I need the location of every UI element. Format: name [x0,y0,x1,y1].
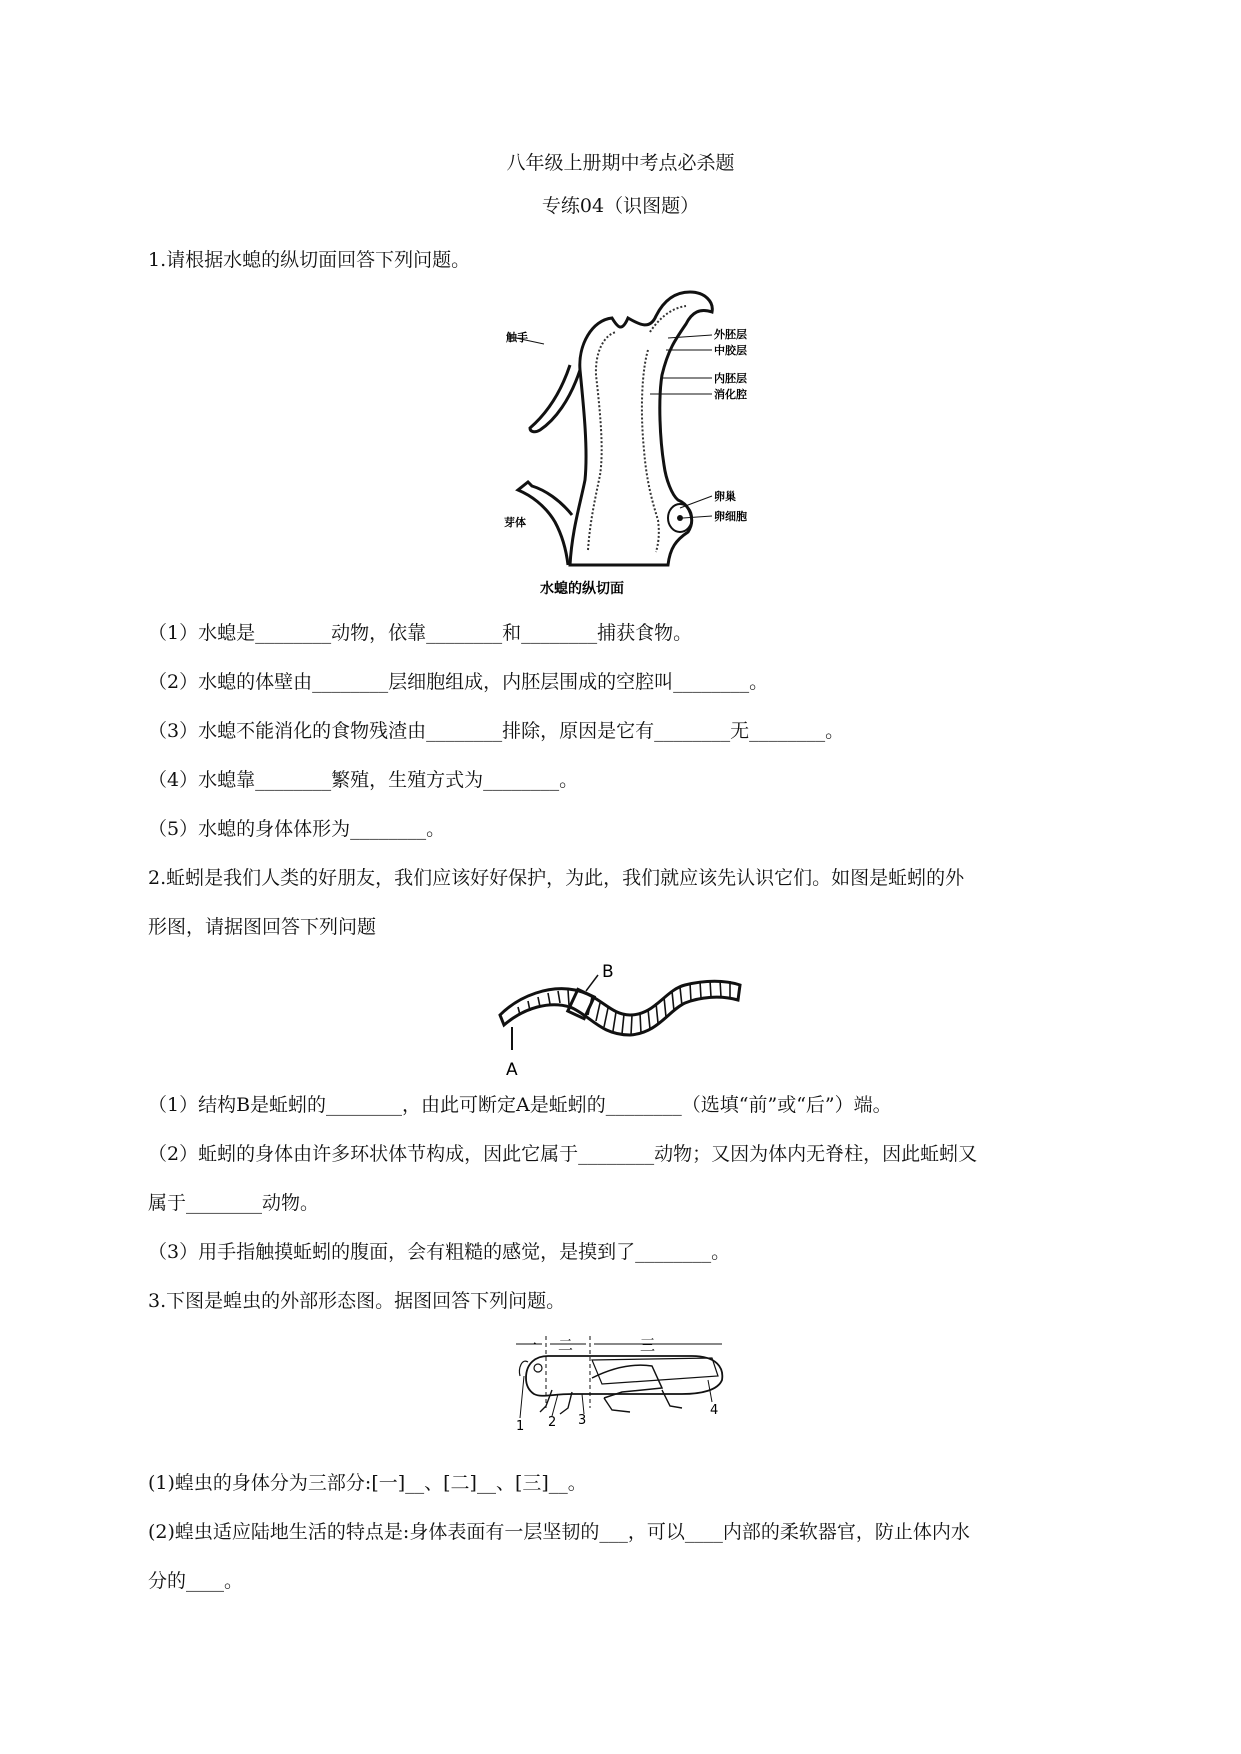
label-ovary: 卵巢 [714,490,736,503]
hydra-egg-cell [677,515,683,521]
locust-eye [534,1364,542,1372]
section-label-2: 二 [558,1336,574,1354]
hydra-bud [518,482,572,565]
label-b: B [602,962,614,982]
label-egg: 卵细胞 [714,510,747,523]
hydra-figure [500,290,750,600]
num-label-3: 3 [578,1413,587,1428]
q1-item-4: （4）水螅靠________繁殖，生殖方式为________。 [148,769,579,791]
document-title: 八年级上册期中考点必杀题 [506,152,735,174]
label-tentacle: 触手 [506,331,528,344]
locust-body [526,1356,722,1396]
q1-item-3: （3）水螅不能消化的食物残渣由________排除，原因是它有________无________。 [148,720,845,742]
q2-stem-line-1: 2.蚯蚓是我们人类的好朋友，我们应该好好保护，为此，我们就应该先认识它们。如图是蚯蚓的外 [148,867,965,889]
q1-item-1: （1）水螅是________动物，依靠________和________捕获食物。 [148,622,693,644]
earthworm-figure [490,955,750,1080]
section-label-3: 三 [640,1336,656,1354]
document-subtitle: 专练04（识图题） [541,195,700,217]
q2-item-2-line-1: （2）蚯蚓的身体由许多环状体节构成，因此它属于________动物；又因为体内无脊柱，因此蚯蚓又 [148,1143,978,1165]
hydra-inner-layer [588,306,686,552]
label-cavity: 消化腔 [714,388,747,401]
label-bud: 芽体 [504,516,526,529]
q3-item-2-line-2: 分的____。 [148,1570,244,1592]
hydra-caption: 水螅的纵切面 [540,581,624,597]
q1-item-5: （5）水螅的身体体形为________。 [148,818,446,840]
num-label-4: 4 [710,1403,719,1418]
q3-item-1: (1)蝗虫的身体分为三部分:[一]__、[二]__、[三]__。 [148,1472,587,1494]
label-mesoglea: 中胶层 [714,344,747,357]
section-label-1: 一 [522,1336,538,1354]
earthworm-body [500,981,740,1035]
locust-figure [512,1328,732,1433]
q2-item-1: （1）结构B是蚯蚓的________，由此可断定A是蚯蚓的________（选填“前”或“后”）端。 [148,1094,892,1116]
num-label-1: 1 [516,1419,525,1433]
q2-item-3: （3）用手指触摸蚯蚓的腹面，会有粗糙的感觉，是摸到了________。 [148,1241,731,1263]
q2-stem-line-2: 形图，请据图回答下列问题 [148,916,377,938]
hydra-tentacle [530,365,580,432]
num-label-2: 2 [548,1415,557,1430]
q3-stem: 3.下图是蝗虫的外部形态图。据图回答下列问题。 [148,1290,566,1312]
label-a: A [506,1060,518,1080]
q3-item-2-line-1: (2)蝗虫适应陆地生活的特点是:身体表面有一层坚韧的___，可以____内部的柔软器官，防止体内水 [148,1521,970,1543]
q2-item-2-line-2: 属于________动物。 [148,1192,320,1214]
label-ectoderm: 外胚层 [714,328,747,341]
q1-stem: 1.请根据水螅的纵切面回答下列问题。 [148,249,471,271]
locust-hind-leg [592,1365,662,1398]
q1-item-2: （2）水螅的体壁由________层细胞组成，内胚层围成的空腔叫________。 [148,671,769,693]
label-endoderm: 内胚层 [714,372,747,385]
